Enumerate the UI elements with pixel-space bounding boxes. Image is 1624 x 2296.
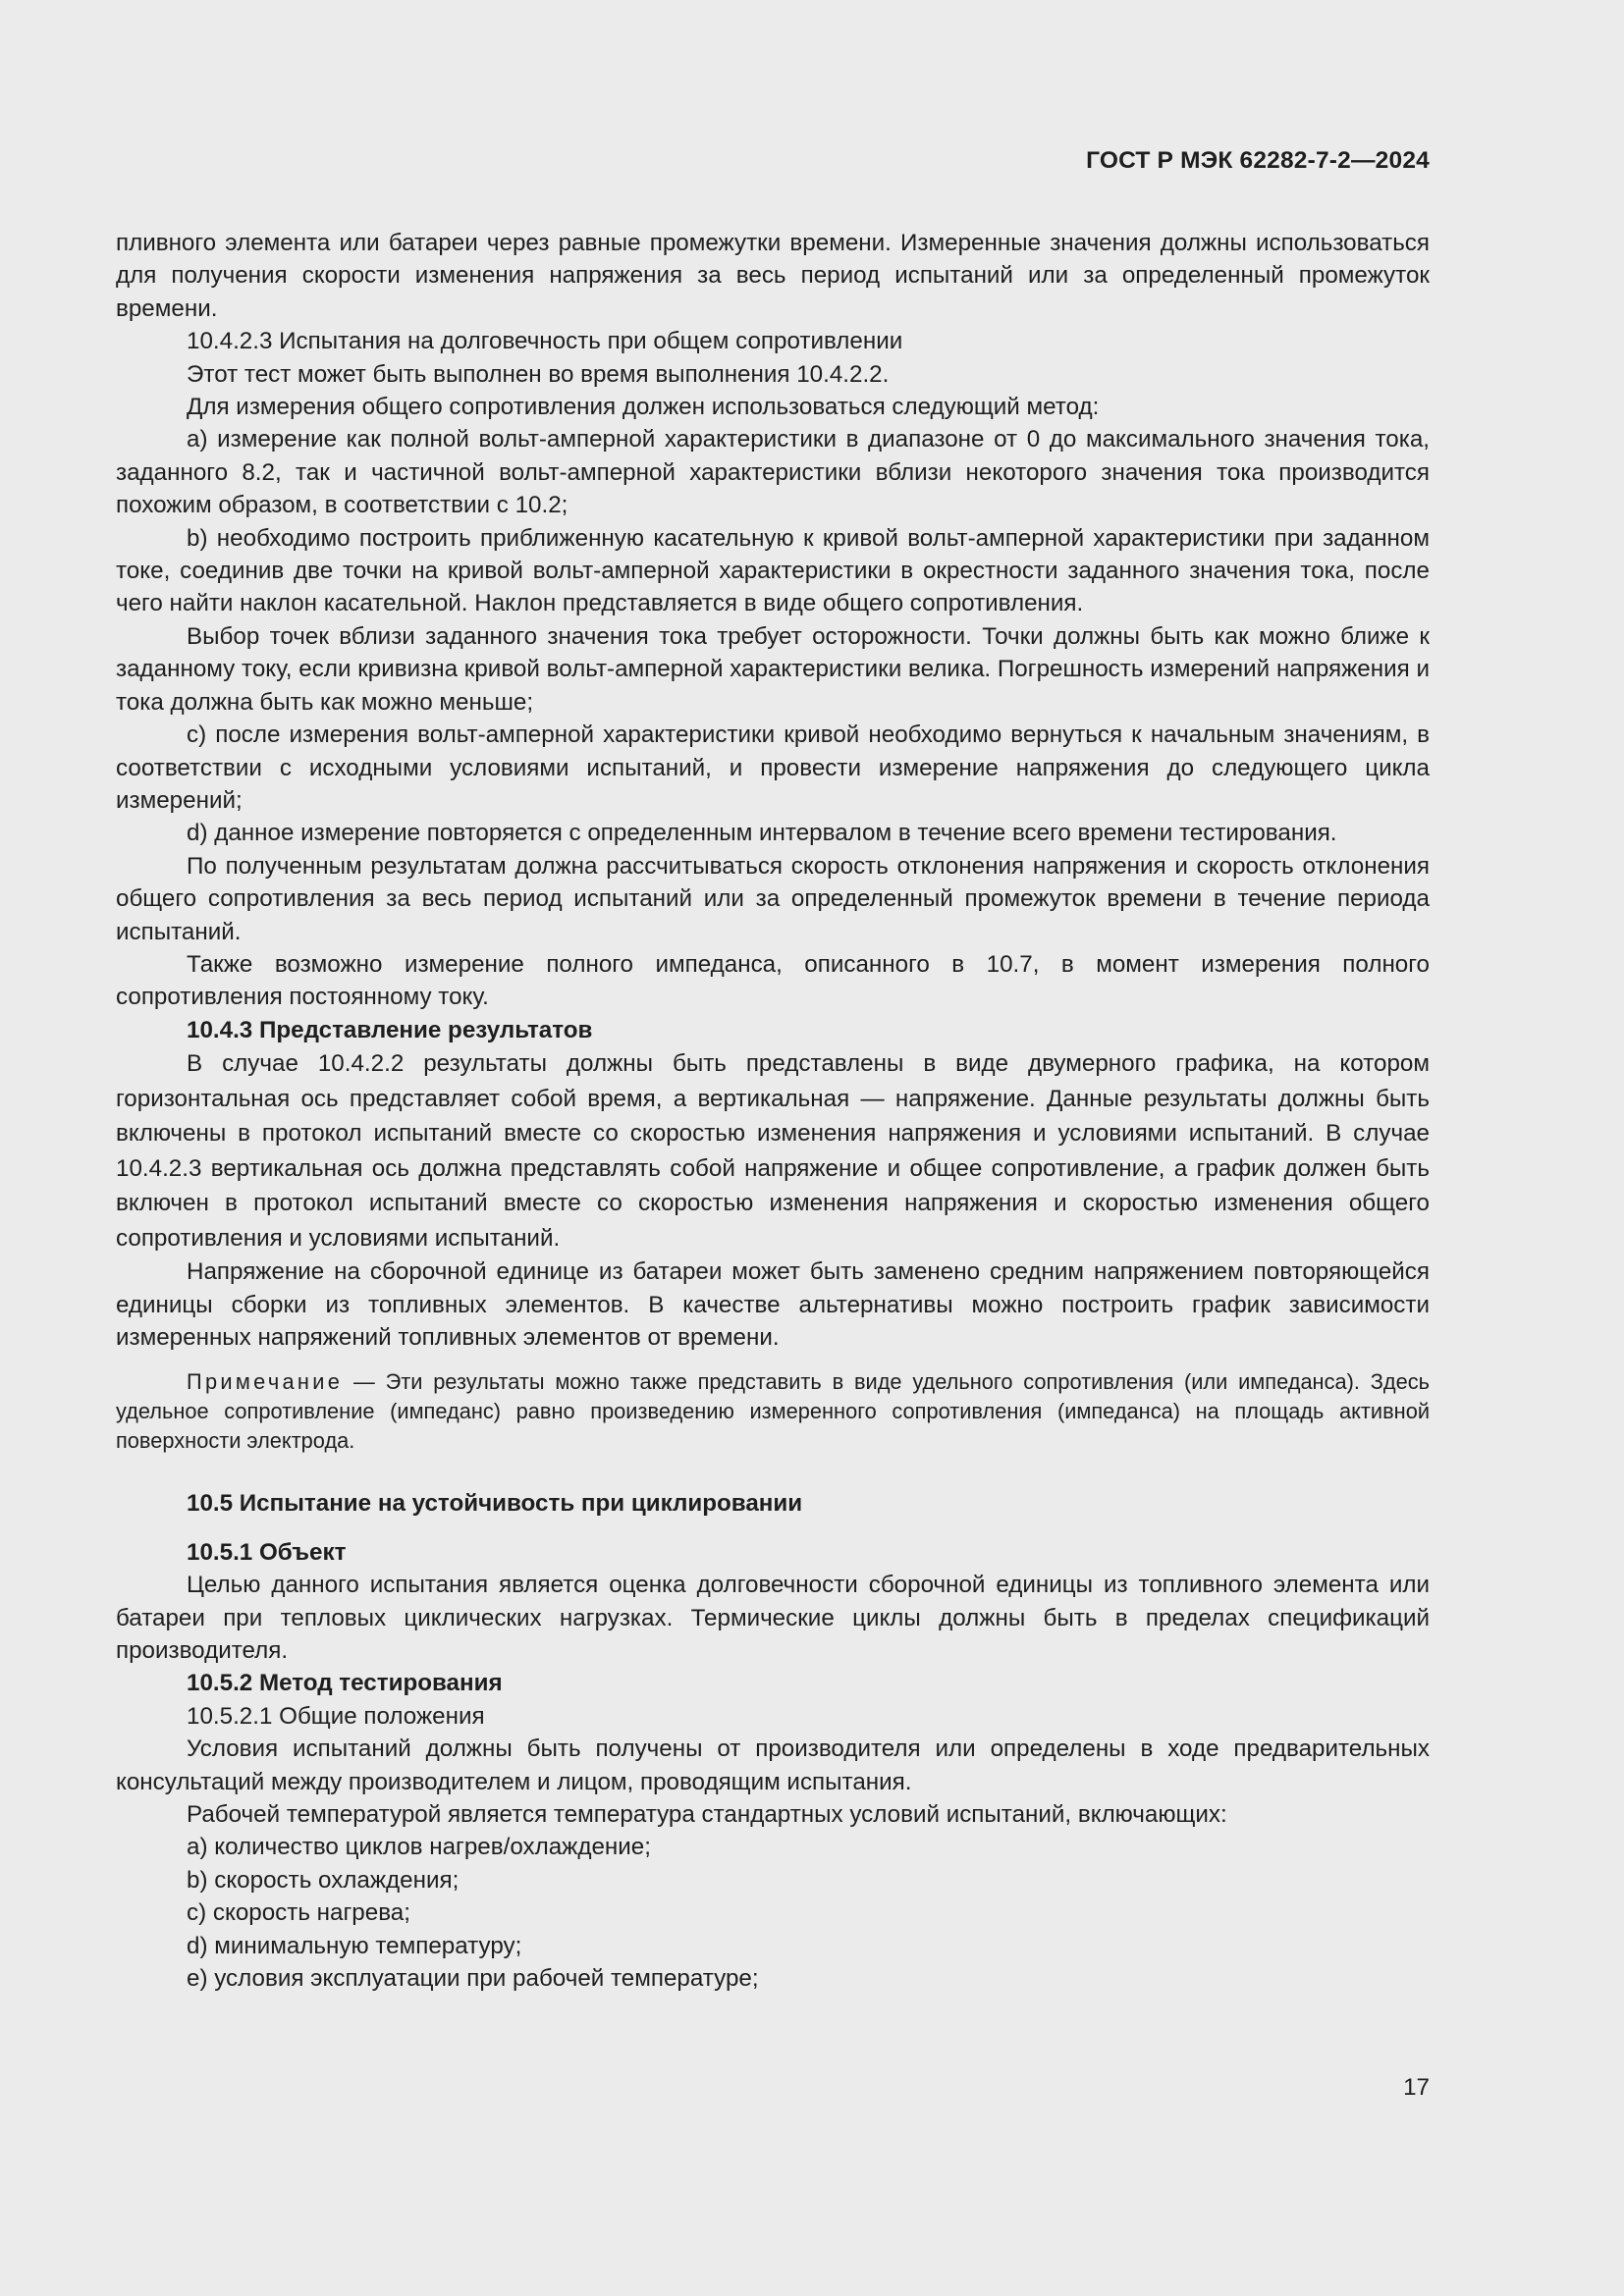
note-text: — Эти результаты можно также представить в виде удельного сопротивления (или импеданса). Здесь удельное сопротивление (импеданс) равно произведению измеренного сопротивления (импеданса) на площадь активной поверхности электрода. (116, 1369, 1430, 1454)
subsection-heading: 10.5.1 Объект (187, 1538, 347, 1566)
note-label: Примечание (187, 1369, 344, 1395)
subsection-heading: 10.5.2.1 Общие положения (187, 1702, 485, 1730)
list-item: d) данное измерение повторяется с определенным интервалом в течение всего времени тестирования. (187, 820, 1337, 847)
list-item: b) необходимо построить приближенную касательную к кривой вольт-амперной характеристики при заданном токе, соединив две точки на кривой вольт-амперной характеристики в окрестности заданного значения тока, после чего найти наклон касательной. Наклон представляется в виде общего сопротивления. (116, 524, 1430, 617)
list-item: c) после измерения вольт-амперной характеристики кривой необходимо вернуться к начальным значениям, в соответствии с исходными условиями испытаний, и провести измерение напряжения до следующего цикла измерений; (116, 721, 1430, 814)
list-item: c) скорость нагрева; (187, 1899, 410, 1927)
note (116, 1367, 1430, 1456)
paragraph: Рабочей температурой является температура стандартных условий испытаний, включающих: (187, 1801, 1227, 1829)
page-number: 17 (1403, 2074, 1430, 2101)
document-header: ГОСТ Р МЭК 62282-7-2—2024 (1086, 147, 1430, 174)
section-heading: 10.5 Испытание на устойчивость при циклировании (187, 1490, 803, 1518)
subsection-heading: 10.4.2.3 Испытания на долговечность при общем сопротивлении (187, 328, 903, 355)
section-heading: 10.4.3 Представление результатов (187, 1016, 593, 1043)
subsection-heading: 10.5.2 Метод тестирования (187, 1670, 503, 1697)
list-item: d) минимальную температуру; (187, 1932, 522, 1959)
list-item: a) количество циклов нагрев/охлаждение; (187, 1834, 651, 1861)
paragraph: Также возможно измерение полного импеданса, описанного в 10.7, в момент измерения полного сопротивления постоянному току. (116, 950, 1430, 1011)
list-item: e) условия эксплуатации при рабочей температуре; (187, 1965, 759, 1993)
paragraph: Этот тест может быть выполнен во время выполнения 10.4.2.2. (187, 360, 890, 388)
page-content (116, 227, 1430, 1995)
list-item: a) измерение как полной вольт-амперной характеристики в диапазоне от 0 до максимального значения тока, заданного 8.2, так и частичной вольт-амперной характеристики вблизи некоторого значения тока производится похожим образом, в соответствии с 10.2; (116, 426, 1430, 519)
paragraph: Выбор точек вблизи заданного значения тока требует осторожности. Точки должны быть как можно ближе к заданному току, если кривизна кривой вольт-амперной характеристики велика. Погрешность измерений напряжения и тока должна быть как можно меньше; (116, 622, 1430, 716)
paragraph: Целью данного испытания является оценка долговечности сборочной единицы из топливного элемента или батареи при тепловых циклических нагрузках. Термические циклы должны быть в пределах спецификаций производителя. (116, 1572, 1430, 1664)
paragraph: По полученным результатам должна рассчитываться скорость отклонения напряжения и скорость отклонения общего сопротивления за весь период испытаний или за определенный промежуток времени в течение периода испытаний. (116, 852, 1430, 945)
paragraph: Условия испытаний должны быть получены от производителя или определены в ходе предварительных консультаций между производителем и лицом, проводящим испытания. (116, 1735, 1430, 1795)
list-item: b) скорость охлаждения; (187, 1866, 460, 1894)
paragraph: пливного элемента или батареи через равные промежутки времени. Измеренные значения должны использоваться для получения скорости изменения напряжения за весь период испытаний или за определенный промежуток времени. (116, 230, 1430, 322)
paragraph: Напряжение на сборочной единице из батареи может быть заменено средним напряжением повторяющейся единицы сборки из топливных элементов. В качестве альтернативы можно построить график зависимости измеренных напряжений топливных элементов от времени. (116, 1258, 1430, 1351)
paragraph: Для измерения общего сопротивления должен использоваться следующий метод: (187, 394, 1100, 421)
paragraph: В случае 10.4.2.2 результаты должны быть представлены в виде двумерного графика, на котором горизонтальная ось представляет собой время, а вертикальная — напряжение. Данные результаты должны быть включены в протокол испытаний вместе со скоростью изменения напряжения и условиями испытаний. В случае 10.4.2.3 вертикальная ось должна представлять собой напряжение и общее сопротивление, а график должен быть включен в протокол испытаний вместе со скоростью изменения напряжения и скоростью изменения общего сопротивления и условиями испытаний. (116, 1050, 1430, 1252)
